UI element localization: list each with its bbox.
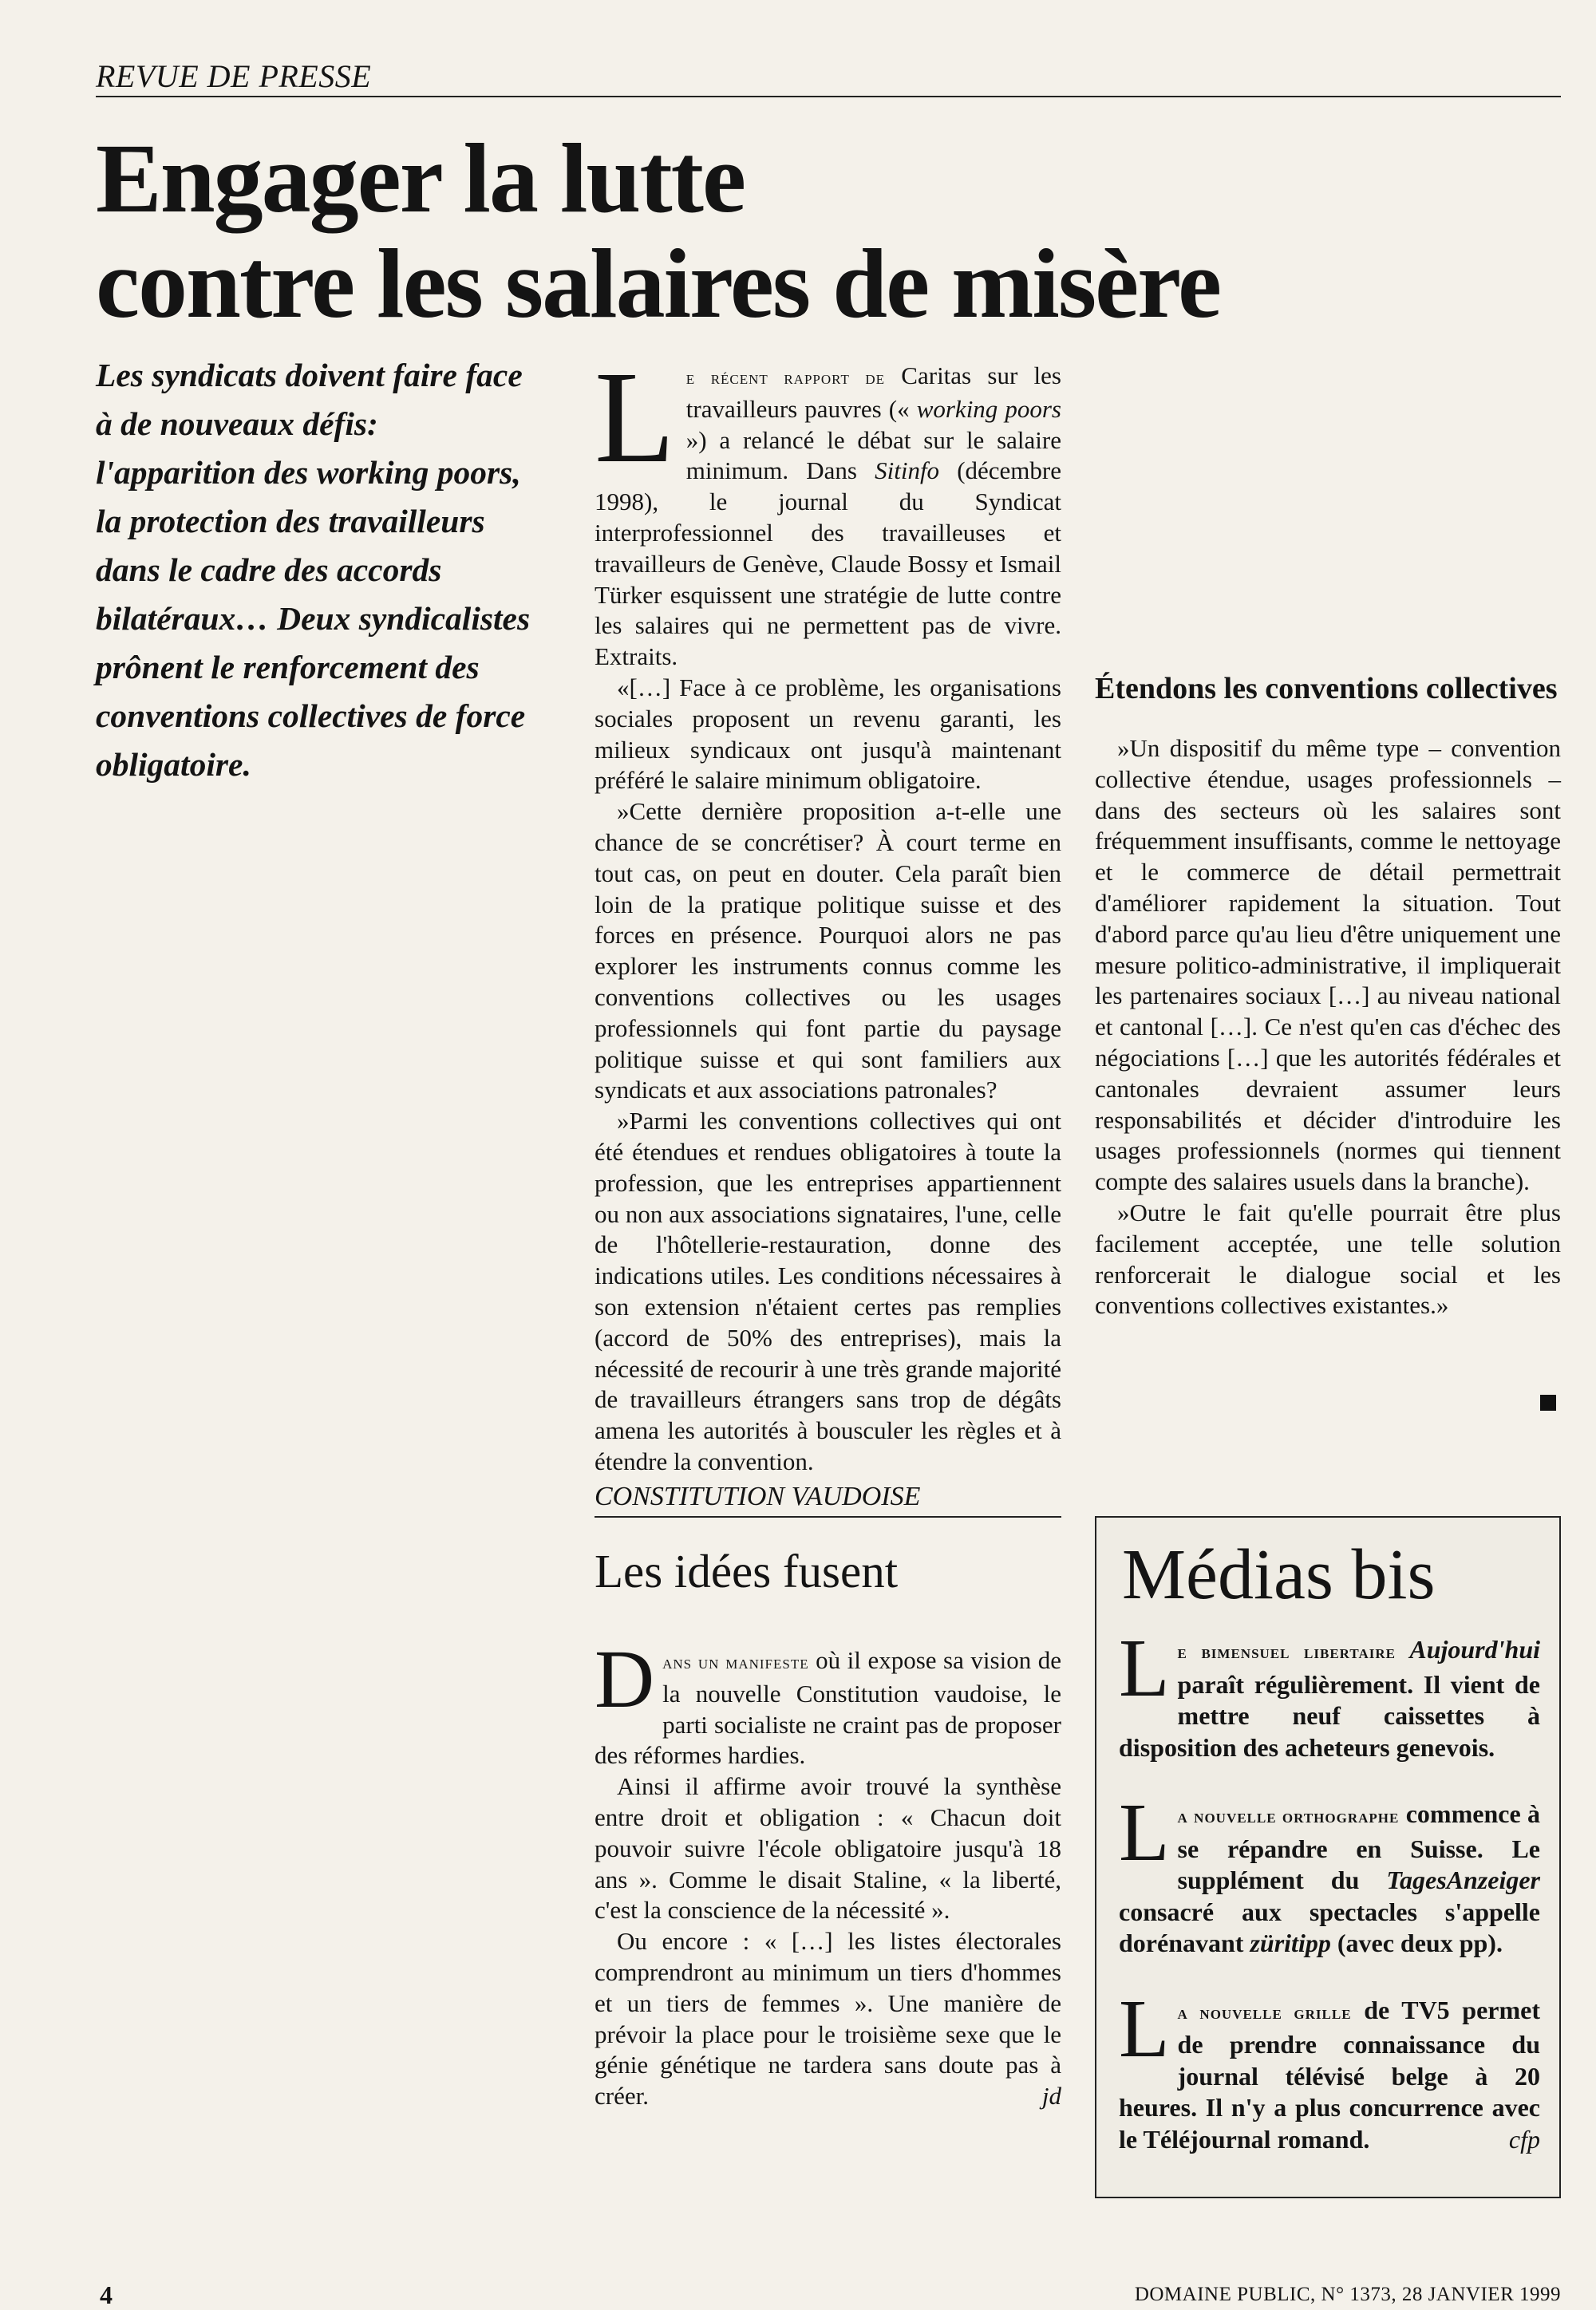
article-paragraph-3: »Cette dernière proposition a-t-elle une chance de se concrétiser? À court terme en tout cas, on peut en douter. Cela paraît bien loin de la pratique politique suisse et des forces en présence. Pourquoi alors ne pas explorer les instruments connus comme les conventions collectives ou les usages professionnels qui font partie du paysage politique suisse et qui sont familiers aux syndicats et aux associations patronales? bbox=[595, 797, 1061, 1104]
emphasis: Aujourd'hui bbox=[1395, 1635, 1540, 1664]
drop-cap: D bbox=[595, 1633, 655, 1725]
article-column-1 bbox=[595, 344, 1061, 1478]
text-run: ») a relancé le débat sur le salaire minimum. Dans bbox=[685, 425, 1061, 485]
article-subhead: Étendons les conventions collectives bbox=[1095, 672, 1558, 705]
lead-in-smallcaps: e récent rapport de bbox=[685, 368, 886, 389]
article-paragraph-5: »Un dispositif du même type – convention collective étendue, usages professionnels – dans des secteurs où les salaires sont fréquemment insuffisants, comme le nettoyage et le commerce de détail permettrait d'améliorer rapidement la situation. Tout d'abord parce qu'au lieu d'être uniquement une mesure politico-administrative, il impliquerait les partenaires sociaux […] au niveau national et cantonal […]. Ce n'est qu'en cas d'échec des négociations […] que les autorités fédérales et cantonales devraient assumer leurs responsabilités et décider d'introduire les usages professionnels (normes qui tiennent compte des salaires usuels dans la branche). bbox=[1095, 734, 1561, 1196]
headline-line-1: Engager la lutte bbox=[96, 124, 745, 233]
text-run: de TV5 permet de prendre connaissance du journal télévisé belge à 20 heures. Il n'y a plus concurrence avec le Téléjournal romand. bbox=[1119, 1995, 1540, 2154]
text-run: Ou encore : « […] les listes électorales comprendront au minimum un tiers d'hommes et un tiers de femmes ». Une manière de prévoir la place pour le troisième sexe que le génie génétique ne tardera sans doute pas à créer. bbox=[595, 1927, 1061, 2111]
drop-cap: L bbox=[1119, 1982, 1170, 2075]
lead-paragraph: Les syndicats doivent faire face à de nouveaux défis: l'apparition des working poors, la protection des travailleurs dans le cadre des accords bilatéraux… Deux syndicalistes prônent le renforcement des conventions collectives de force obligatoire. bbox=[96, 357, 531, 783]
article2-title: Les idées fusent bbox=[595, 1545, 899, 1597]
end-of-article-mark bbox=[1540, 1395, 1556, 1411]
lead-in-smallcaps: a nouvelle grille bbox=[1177, 2002, 1352, 2024]
text-run: (avec deux pp). bbox=[1330, 1929, 1503, 1957]
page-number: 4 bbox=[100, 2280, 113, 2309]
article2-rule bbox=[595, 1516, 1061, 1518]
text-run: paraît régulièrement. Il vient de mettre neuf caissettes à disposition des acheteurs genevois. bbox=[1119, 1669, 1540, 1762]
emphasis: Sitinfo bbox=[875, 456, 940, 485]
footer-issue-line: DOMAINE PUBLIC, N° 1373, 28 JANVIER 1999 bbox=[1134, 2284, 1561, 2305]
medias-bis-title: Médias bis bbox=[1122, 1535, 1436, 1614]
article2-column bbox=[595, 1633, 1061, 2112]
lead-in-smallcaps: a nouvelle orthographe bbox=[1177, 1807, 1400, 1827]
article-paragraph-6: »Outre le fait qu'elle pourrait être plus facilement acceptée, une telle solution renforcerait le dialogue social et les conventions collectives existantes.» bbox=[1095, 1198, 1561, 1320]
medias-bis-box bbox=[1095, 1516, 1561, 2198]
article-paragraph-1 bbox=[595, 344, 1061, 673]
emphasis: züritipp bbox=[1250, 1929, 1331, 1957]
article2-signature: jd bbox=[1041, 2082, 1061, 2111]
article2-paragraph-2: Ainsi il affirme avoir trouvé la synthèse entre droit et obligation : « Chacun doit pouvoir suivre l'école obligatoire jusqu'à 18 ans ». Comme le disait Staline, « la liberté, c'est la conscience de la nécessité ». bbox=[595, 1772, 1061, 1925]
section-label: REVUE DE PRESSE bbox=[96, 58, 372, 94]
article-column-2 bbox=[1095, 361, 1561, 1321]
emphasis: TagesAnzeiger bbox=[1386, 1866, 1540, 1894]
headline-line-2: contre les salaires de misère bbox=[96, 229, 1220, 338]
brief-item-2 bbox=[1119, 1787, 1540, 1960]
drop-cap: L bbox=[595, 344, 675, 490]
headline bbox=[96, 126, 1532, 337]
article2-section-label: CONSTITUTION VAUDOISE bbox=[595, 1482, 921, 1511]
brief-item-3 bbox=[1119, 1982, 1540, 2156]
article-paragraph-2: «[…] Face à ce problème, les organisations sociales proposent un revenu garanti, les milieux syndicaux ont jusqu'à maintenant préféré le salaire minimum obligatoire. bbox=[595, 673, 1061, 795]
brief-signature: cfp bbox=[1508, 2124, 1540, 2154]
article2-paragraph-3 bbox=[595, 1926, 1061, 2112]
text-run: consacré aux spectacles s'appelle dorénavant bbox=[1119, 1897, 1540, 1957]
text-run: Caritas sur les travailleurs pauvres (« bbox=[685, 361, 1061, 423]
drop-cap: L bbox=[1119, 1787, 1170, 1878]
top-rule bbox=[96, 96, 1561, 97]
article2-paragraph-1 bbox=[595, 1633, 1061, 1771]
text-run: où il expose sa vision de la nouvelle Constitution vaudoise, le parti socialiste ne craint pas de proposer des réformes hardies. bbox=[595, 1646, 1061, 1770]
lead-in-smallcaps: ans un manifeste bbox=[662, 1653, 809, 1673]
text-run: (décembre 1998), le journal du Syndicat interprofessionnel des travailleuses et travailleurs de Genève, Claude Bossy et Ismail Türker esquissent une stratégie de lutte contre les salaires qui ne permettent pas de vivre. Extraits. bbox=[595, 456, 1061, 671]
lead-in-smallcaps: e bimensuel libertaire bbox=[1177, 1642, 1396, 1663]
emphasis: working poors bbox=[916, 394, 1061, 423]
drop-cap: L bbox=[1119, 1622, 1170, 1714]
article-paragraph-4: »Parmi les conventions collectives qui ont été étendues et rendues obligatoires à toute la profession, que les entreprises appartiennent ou non aux associations signataires, l'une, celle de l'hôtellerie-restauration, donne des indications utiles. Les conditions nécessaires à son extension n'étaient certes pas remplies (accord de 50% des entreprises), mais la nécessité de recourir à une très grande majorité de travailleurs étrangers sans trop de dégâts amena les autorités à bousculer les règles et à étendre la convention. bbox=[595, 1107, 1061, 1475]
column-continuation bbox=[1095, 361, 1561, 639]
brief-item-1 bbox=[1119, 1622, 1540, 1763]
text-run: commence à se répandre en Suisse. Le supplément du bbox=[1177, 1799, 1540, 1894]
